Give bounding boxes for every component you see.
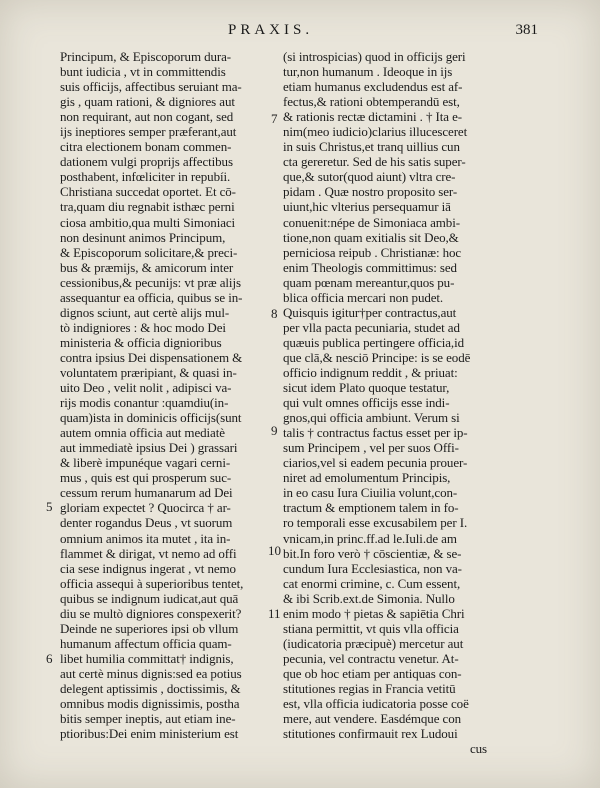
text-line: mere, aut vendere. Easdémque con <box>283 711 461 727</box>
text-line: sum Principem , vel per suos Offi- <box>283 440 459 456</box>
text-line: quam)ista in dominicis officijs(sunt <box>60 410 242 426</box>
text-line: autem omnia officia aut mediatè <box>60 425 225 441</box>
left-text-column <box>60 49 278 741</box>
text-line: que ob hoc etiam per antiquas con- <box>283 665 462 681</box>
text-line: libet humilia committat† indignis, <box>60 650 234 666</box>
text-line: que clā,& nesciō Principe: is se eodē <box>283 349 471 365</box>
text-line: bunt iudicia , vt in committendis <box>60 64 226 80</box>
text-line: bitis semper ineptis, aut etiam ine- <box>60 711 236 727</box>
text-line: Deinde ne superiores ipsi ob vllum <box>60 620 239 636</box>
text-line: stitutiones confirmauit rex Ludoui <box>283 726 458 742</box>
text-line: dationem vulgi proprijs affectibus <box>60 154 233 170</box>
right-text-column <box>283 49 501 756</box>
text-line: voluntatem præripiant, & quasi in- <box>60 364 237 380</box>
text-line: citra electionem bonam commen- <box>60 139 232 155</box>
text-line: stiana permittit, vt quis vlla officia <box>283 620 459 636</box>
text-line: quam pœnam mereantur,quos pu- <box>283 274 455 290</box>
text-line: omnium animos ita mutet , ita in- <box>60 530 231 546</box>
text-line: non desinunt animos Principum, <box>60 229 226 245</box>
text-line: in eo casu Iura Ciuilia volunt,con- <box>283 485 458 501</box>
text-line: cessionibus,& pecunijs: vt præ alijs <box>60 274 241 290</box>
text-line: fectus,& rationi obtemperandū est, <box>283 94 460 110</box>
text-line: ministeria & officia dignioribus <box>60 334 222 350</box>
text-line: stitutiones regias in Francia vetitū <box>283 680 456 696</box>
text-line: cundum Iura Ecclesiastica, non va- <box>283 560 462 576</box>
text-line: tur,non humanum . Ideoque in ijs <box>283 64 453 80</box>
text-line: & Episcoporum solicitare,& preci- <box>60 244 238 260</box>
margin-note-number: 8 <box>271 306 278 321</box>
text-line: ptioribus:Dei enim ministerium est <box>60 726 239 742</box>
text-line: uito Deo , velit nolit , adipisci va- <box>60 380 232 396</box>
text-line: conuenit:népe de Simoniaca ambi- <box>283 214 460 230</box>
text-line: Quisquis igitur†per contractus,aut <box>283 304 457 320</box>
running-head <box>0 22 600 42</box>
text-line: ijs ineptiores semper præferant,aut <box>60 124 237 140</box>
margin-note-number: 6 <box>46 651 53 666</box>
text-line: tractum & emptionem talem in fo- <box>283 500 459 516</box>
text-line: contra ipsius Dei dispensationem & <box>60 349 243 365</box>
margin-note-number: 5 <box>46 499 53 514</box>
text-line: omnibus modis dignissimis, postha <box>60 696 240 712</box>
text-line: cia sese indignus ingerat , vt nemo <box>60 560 236 576</box>
text-line: perniciosa reipub . Christianæ: hoc <box>283 244 462 260</box>
text-line: quibus se indignum iudicat,aut quā <box>60 590 239 606</box>
text-line: gis , quam rationi, & digniores aut <box>60 94 235 110</box>
text-line: aut immediatè ipsius Dei ) grassari <box>60 440 238 456</box>
text-line: uiunt,hic vlterius persequamur iā <box>283 199 451 215</box>
margin-note-number: 7 <box>271 111 278 126</box>
text-line: bus & præmijs, & amicorum inter <box>60 259 234 275</box>
text-line: mus , quis est qui prosperum suc- <box>60 470 232 486</box>
text-line: cus <box>469 741 487 757</box>
text-line: delegent aptissimis , doctissimis, & <box>60 680 241 696</box>
text-line: enim modo † pietas & sapiētia Chri <box>283 605 465 621</box>
text-line: ciarios,vel si eadem pecunia prouer- <box>283 455 468 471</box>
text-line: nim(meo iudicio)clarius illucesceret <box>283 124 468 140</box>
text-line: non requirant, aut non cogant, sed <box>60 109 234 125</box>
text-line: officia assequi à superioribus tentet, <box>60 575 244 591</box>
text-line: & rationis rectæ dictamini . † Ita e- <box>283 109 462 125</box>
text-line: que,& sutor(quod aiunt) vltra cre- <box>283 169 456 185</box>
page-title: PRAXIS. <box>228 22 314 38</box>
text-line: blica officia mercari non pudet. <box>283 289 444 305</box>
text-line: posthabent, infœliciter in repubíi. <box>60 169 231 185</box>
page-number: 381 <box>515 22 538 38</box>
text-line: vnicam,in princ.ff.ad le.Iuli.de am <box>283 530 457 546</box>
text-line: est, vlla officia iudicatoria posse coë <box>283 696 469 712</box>
text-line: suis officijs, affectibus seruiant ma- <box>60 79 242 95</box>
text-line: aut certè minus dignis:sed ea potius <box>60 665 242 681</box>
text-line: & ibi Scrib.ext.de Simonia. Nullo <box>283 590 455 606</box>
text-line: pecunia, vel contractu venetur. At- <box>283 650 459 666</box>
text-line: Principum, & Episcoporum dura- <box>60 49 232 64</box>
text-line: pidam . Quæ nostro proposito ser- <box>283 184 458 200</box>
text-line: assequantur ea officia, quibus se in- <box>60 289 243 305</box>
text-line: ro temporali esse excusabilem per I. <box>283 515 468 531</box>
margin-note-number: 9 <box>271 423 278 438</box>
text-line: bit.In foro verò † cōscientiæ, & se- <box>283 545 462 561</box>
text-line: (si introspicias) quod in officijs geri <box>283 49 466 64</box>
text-line: tra,quam diu regnabit isthæc perni <box>60 199 235 215</box>
text-line: cessum rerum humanarum ad Dei <box>60 485 233 501</box>
margin-note-number: 10 <box>268 543 281 558</box>
text-line: cat enormi crimine, c. Cum essent, <box>283 575 461 591</box>
text-line: flammet & dirigat, vt nemo ad offi <box>60 545 237 561</box>
text-line: sicut idem Plato quoque testatur, <box>283 380 450 396</box>
text-line: humanum affectum officia quam- <box>60 635 232 651</box>
text-line: qui vult omnes officijs esse indi- <box>283 395 450 411</box>
text-line: ciosa ambitio,qua multi Simoniaci <box>60 214 236 230</box>
margin-note-number: 11 <box>268 606 281 621</box>
text-line: talis † contractus factus esset per ip- <box>283 425 468 441</box>
text-line: (iudicatoria præcipuè) mercetur aut <box>283 635 464 651</box>
text-line: gloriam expectet ? Quocirca † ar- <box>60 500 231 516</box>
text-line: quæuis publica pertingere officia,id <box>283 334 464 350</box>
text-line: rijs modis conantur :quamdiu(in- <box>60 395 229 411</box>
text-line: gnos,qui officia ambiunt. Verum si <box>283 410 460 426</box>
text-line: Christiana succedat oportet. Et cō- <box>60 184 236 200</box>
text-line: etiam humanus excludendus est af- <box>283 79 463 95</box>
text-line: niret ad emolumentum Principis, <box>283 470 451 486</box>
text-line: & liberè impunéque vagari cerni- <box>60 455 231 471</box>
text-line: denter rogandus Deus , vt suorum <box>60 515 233 531</box>
text-line: cta gereretur. Sed de his satis super- <box>283 154 466 170</box>
text-line: enim Theologis committimus: sed <box>283 259 457 275</box>
text-line: diu se multò digniores conspexerit? <box>60 605 242 621</box>
text-line: in suis Christus,et tranq uillius cun <box>283 139 460 155</box>
text-line: tò indigniores : & hoc modo Dei <box>60 319 226 335</box>
text-line: per vlla pacta pecuniaria, studet ad <box>283 319 460 335</box>
text-line: officio indignum reddit , & priuat: <box>283 364 458 380</box>
text-line: dignos sciunt, aut certè alijs mul- <box>60 304 230 320</box>
text-line: tione,non quam exitialis sit Deo,& <box>283 229 459 245</box>
